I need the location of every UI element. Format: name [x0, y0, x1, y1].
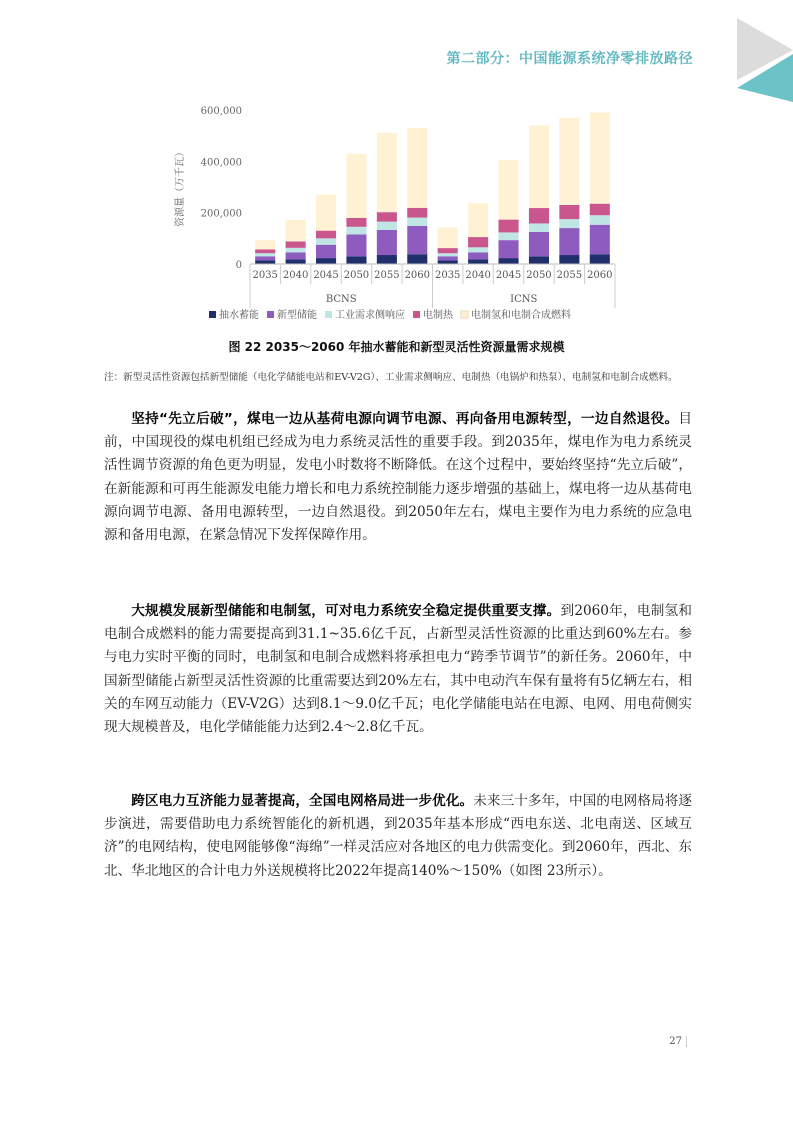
legend-swatch — [413, 311, 420, 318]
x-tick-label: 2060 — [404, 270, 431, 281]
x-tick-label: 2035 — [252, 270, 278, 281]
bar-segment — [590, 113, 610, 204]
paragraph-2-body: 到2060年，电制氢和电制合成燃料的能力需要提高到31.1~35.6亿千瓦，占新型灵活性资源的比重达到60%左右。参与电力实时平衡的同时，电制氢和电制合成燃料将承担电力“跨季节调节”的新任务。2060年，中国新型储能占新型灵活性资源的比重需要达到20%左右，其中电动汽车保有量将有5亿辆左右，相关的车网互动能力（EV-V2G）达到8.1～9.0亿千瓦；电化学储能电站在电源、电网、用电荷侧实现大规模普及，电化学储能能力达到2.4～2.8亿千瓦。 — [104, 603, 692, 736]
x-tick-label: 2045 — [495, 270, 522, 281]
y-tick-label: 600,000 — [200, 106, 242, 117]
bar-segment — [377, 212, 397, 221]
bar-segment — [468, 252, 488, 259]
paragraph-1-lead: 坚持“先立后破”，煤电一边从基荷电源向调节电源、再向备用电源转型，一边自然退役。 — [131, 411, 679, 427]
paragraph-1 — [104, 408, 692, 547]
legend-label: 工业需求侧响应 — [335, 310, 405, 321]
x-tick-label: 2055 — [556, 270, 583, 281]
bar-segment — [407, 208, 427, 218]
x-tick-label: 2045 — [313, 270, 339, 281]
x-tick-label: 2040 — [282, 270, 309, 281]
bar-segment — [529, 256, 549, 264]
paragraph-2-lead: 大规模发展新型储能和电制氢，可对电力系统安全稳定提供重要支撑。 — [131, 603, 561, 619]
bar-segment — [255, 253, 275, 256]
y-tick-label: 400,000 — [200, 157, 242, 169]
bar-segment — [438, 253, 458, 256]
bar-segment — [255, 260, 275, 264]
y-tick-label: 0 — [235, 260, 242, 271]
paragraph-3-lead: 跨区电力互济能力显著提高，全国电网格局进一步优化。 — [131, 793, 474, 809]
bar-segment — [499, 240, 519, 258]
bar-segment — [438, 248, 458, 253]
bar-segment — [377, 133, 397, 213]
bar-segment — [377, 255, 397, 264]
bar-segment — [346, 234, 366, 256]
bar-segment — [377, 222, 397, 230]
bar-segment — [407, 218, 427, 226]
page-number: 27 — [669, 1036, 687, 1047]
paragraph-3 — [104, 790, 692, 883]
figure-caption: 图 22 2035～2060 年抽水蓄能和新型灵活性资源量需求规模 — [228, 340, 565, 354]
bar-segment — [316, 231, 336, 239]
bar-segment — [529, 232, 549, 256]
paragraph-1-body: 目前，中国现役的煤电机组已经成为电力系统灵活性的重要手段。到2035年，煤电作为电力系统灵活性调节资源的角色更为明显，发电小时数将不断降低。在这个过程中，要始终坚持“先立后破”，在新能源和可再生能源发电能力增长和电力系统控制能力逐步增强的基础上，煤电将一边从基荷电源向调节电源、备用电源转型，一边自然退役。到2050年左右，煤电主要作为电力系统的应急电源和备用电源，在紧急情况下发挥保障作用。 — [104, 411, 692, 544]
corner-decoration — [737, 18, 793, 102]
bar-segment — [590, 254, 610, 264]
bar-segment — [438, 260, 458, 264]
bar-segment — [316, 195, 336, 231]
figure-note: 注：新型灵活性资源包括新型储能（电化学储能电站和EV-V2G）、工业需求侧响应、电制热（电锅炉和热泵）、电制氢和电制合成燃料。 — [104, 372, 678, 383]
bar-segment — [286, 252, 306, 259]
bar-segment — [468, 237, 488, 247]
bar-segment — [346, 256, 366, 264]
x-tick-label: 2055 — [374, 270, 400, 281]
bar-segment — [438, 228, 458, 249]
bar-segment — [499, 258, 519, 264]
bar-segment — [346, 218, 366, 227]
bar-segment — [346, 154, 366, 218]
legend-swatch — [461, 311, 468, 318]
x-tick-label: 2035 — [434, 270, 461, 281]
paragraph-2 — [104, 600, 692, 739]
bar-segment — [468, 203, 488, 237]
legend-label: 电制热 — [423, 310, 453, 321]
bar-segment — [255, 249, 275, 253]
x-tick-label: 2060 — [587, 270, 613, 281]
bar-segment — [286, 241, 306, 247]
bar-segment — [316, 258, 336, 264]
bar-segment — [377, 230, 397, 255]
bar-segment — [529, 223, 549, 231]
stacked-bar-chart — [165, 96, 625, 328]
bar-segment — [286, 259, 306, 264]
bar-segment — [559, 205, 579, 219]
bar-segment — [316, 238, 336, 244]
bar-segment — [407, 128, 427, 208]
bar-segment — [499, 160, 519, 220]
bar-segment — [559, 255, 579, 264]
x-tick-label: 2040 — [465, 270, 491, 281]
bar-segment — [590, 204, 610, 216]
paragraph-3-body: 未来三十多年，中国的电网格局将逐步演进，需要借助电力系统智能化的新机遇，到2035年基本形成“西电东送、北电南送、区域互济”的电网结构，使电网能够像“海绵”一样灵活应对各地区的电力供需变化。到2060年，西北、东北、华北地区的合计电力外送规模将比2022年提高140%～150%（如图 23所示）。 — [104, 793, 693, 879]
bar-segment — [529, 208, 549, 223]
bar-segment — [499, 220, 519, 233]
legend-label: 抽水蓄能 — [219, 310, 259, 321]
bar-segment — [346, 227, 366, 235]
legend-swatch — [325, 311, 332, 318]
bar-segment — [590, 215, 610, 224]
bar-segment — [316, 245, 336, 258]
x-tick-label: 2050 — [526, 270, 552, 281]
section-title: 第二部分：中国能源系统净零排放路径 — [446, 51, 693, 67]
bar-segment — [559, 228, 579, 255]
legend-swatch — [267, 311, 274, 318]
bar-segment — [438, 256, 458, 260]
bar-segment — [468, 247, 488, 252]
bar-segment — [499, 232, 519, 240]
bar-segment — [590, 225, 610, 255]
bar-segment — [407, 254, 427, 264]
x-tick-label: 2050 — [343, 270, 370, 281]
y-axis-title: 资源量（万千瓦） — [175, 147, 186, 227]
bar-segment — [468, 259, 488, 264]
legend-label: 电制氢和电制合成燃料 — [471, 310, 571, 321]
y-tick-label: 200,000 — [200, 208, 242, 220]
bar-segment — [529, 125, 549, 208]
group-label: BCNS — [325, 294, 357, 305]
bar-segment — [286, 220, 306, 242]
bar-segment — [559, 219, 579, 228]
bar-segment — [286, 248, 306, 253]
bar-segment — [407, 226, 427, 254]
legend-label: 新型储能 — [277, 310, 317, 321]
bar-segment — [255, 240, 275, 249]
bar-segment — [255, 256, 275, 260]
bar-segment — [559, 118, 579, 205]
legend-swatch — [209, 311, 216, 318]
group-label: ICNS — [510, 294, 538, 305]
